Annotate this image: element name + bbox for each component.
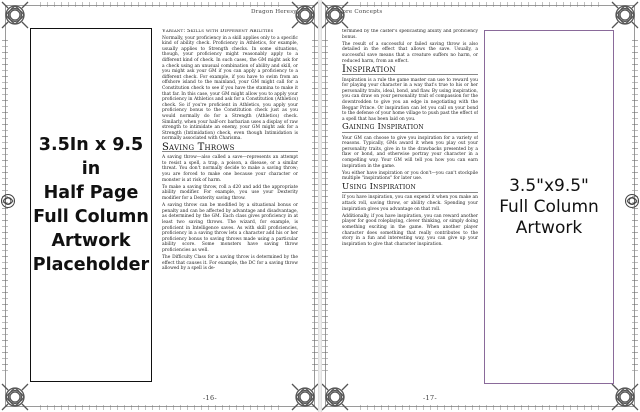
paragraph: termined by the caster's spellcasting ability and proficiency bonus. bbox=[342, 29, 478, 40]
celtic-knot-corner-icon bbox=[290, 0, 320, 30]
paragraph: Your GM can choose to give you inspiration for a variety of reasons. Typically, GMs award it when you play out your personality traits, give in to the drawbacks presented by a flaw or bond, and otherwise portray your character in a compelling way. Your GM will tell you how you can earn inspiration in the game. bbox=[342, 135, 478, 169]
celtic-knot-corner-icon bbox=[0, 0, 30, 30]
placeholder-label: 3.5In x 9.5 in Half Page Full Column Artwork Placeholder bbox=[32, 135, 150, 275]
section-heading: Gaining Inspiration bbox=[342, 122, 424, 133]
celtic-knot-corner-icon bbox=[290, 382, 320, 412]
celtic-knot-corner-icon bbox=[610, 0, 640, 30]
paragraph: A saving throw—also called a save—represents an attempt to resist a spell, a trap, a poison, a disease, or a similar threat. You don't normally decide to make a saving throw; you are forced to make one because your character or monster is at risk of harm. bbox=[162, 155, 298, 183]
vine-border-bottom bbox=[40, 405, 280, 410]
vine-border-top bbox=[40, 2, 280, 7]
right-page bbox=[320, 0, 640, 412]
celtic-knot-corner-icon bbox=[320, 0, 350, 30]
paragraph: Normally, your proficiency in a skill applies only to a specific kind of ability check. Proficiency in Athletics, for example, usually applies to Strength checks. In some situations, though, your proficiency might reasonably apply to a different kind of check. In such cases, the GM might ask for a check using an unusual combination of ability and skill, or you might ask your GM if you can apply a proficiency to a different check. For example, if you have to swim from an offshore island to the mainland, your GM might call for a Constitution check to see if you have the stamina to make it that far. In this case, your GM might allow you to apply your proficiency in Athletics and ask for a Constitution (Athletics) check. So if you're proficient in Athletics, you apply your proficiency bonus to the Constitution check just as you would normally do for a Strength (Athletics) check. Similarly, when your half-orc barbarian uses a display of raw strength to intimidate an enemy, your GM might ask for a Strength (Intimidation) check, even though Intimidation is normally associated with Charisma. bbox=[162, 35, 298, 142]
vine-border-bottom bbox=[360, 405, 600, 410]
section-heading: Inspiration bbox=[342, 64, 396, 76]
celtic-knot-medallion-icon bbox=[0, 193, 16, 209]
running-head: Core Concepts bbox=[338, 9, 383, 15]
artwork-placeholder bbox=[484, 30, 614, 384]
book-gutter bbox=[318, 0, 322, 412]
paragraph: To make a saving throw, roll a d20 and add the appropriate ability modifier. For example, you use your Dexterity modifier for a Dexterity saving throw. bbox=[162, 184, 298, 202]
placeholder-label: 3.5"x9.5" Full Column Artwork bbox=[499, 175, 599, 238]
vine-border-left bbox=[322, 40, 328, 372]
text-column bbox=[162, 29, 298, 385]
paragraph: Additionally, if you have inspiration, you can reward another player for good roleplaying, clever thinking, or simply doing something exciting in the game. When another player character does something that really contributes to the story in a fun and interesting way, you can give up your inspiration to give that character inspiration. bbox=[342, 213, 478, 247]
paragraph: The result of a successful or failed saving throw is also detailed in the effect that allows the save. Usually, a successful save means that a creature suffers no harm, or reduced harm, from an effect. bbox=[342, 41, 478, 64]
text-column bbox=[342, 29, 478, 385]
section-heading: Variant: Skills with Different Abilities bbox=[162, 29, 274, 34]
celtic-knot-medallion-icon bbox=[624, 193, 640, 209]
running-head: Dragon Heresy bbox=[251, 9, 297, 15]
heading-rule bbox=[342, 132, 478, 133]
celtic-knot-corner-icon bbox=[320, 382, 350, 412]
paragraph: If you have inspiration, you can expend it when you make an attack roll, saving throw, or ability check. Spending your inspiration gives you advantage on that roll. bbox=[342, 195, 478, 212]
paragraph: A saving throw can be modified by a situational bonus or penalty and can be affected by advantage and disadvantage, as determined by the GM. Each class gives proficiency in at least two saving throws. The wizard, for example, is proficient in Intelligence saves. As with skill proficiencies, proficiency in a saving throw lets a character add his or her proficiency bonus to saving throws made using a particular ability score. Some monsters have saving throw proficiencies as well. bbox=[162, 203, 298, 253]
vine-border-top bbox=[360, 2, 600, 7]
page-number: -16- bbox=[202, 394, 218, 402]
paragraph: The Difficulty Class for a saving throw is determined by the effect that causes it. For example, the DC for a saving throw allowed by a spell is de- bbox=[162, 255, 298, 272]
section-heading: Using Inspiration bbox=[342, 182, 416, 193]
celtic-knot-corner-icon bbox=[0, 382, 30, 412]
artwork-placeholder bbox=[30, 28, 152, 382]
paragraph: Inspiration is a rule the game master can use to reward you for playing your character in a way that's true to his or her personality traits, ideal, bond, and flaw. By using inspiration, you can draw on your personality trait of compassion for the downtrodden to give you an edge in negotiating with the Beggar Prince. Or inspiration can let you call on your bond to the defense of your home village to push past the effect of a spell that has been laid on you. bbox=[342, 77, 478, 122]
paragraph: You either have inspiration or you don't—you can't stockpile multiple "inspirations" for later use. bbox=[342, 170, 478, 182]
celtic-knot-corner-icon bbox=[610, 382, 640, 412]
section-heading: Saving Throws bbox=[162, 141, 235, 153]
page-number: -17- bbox=[422, 394, 438, 402]
